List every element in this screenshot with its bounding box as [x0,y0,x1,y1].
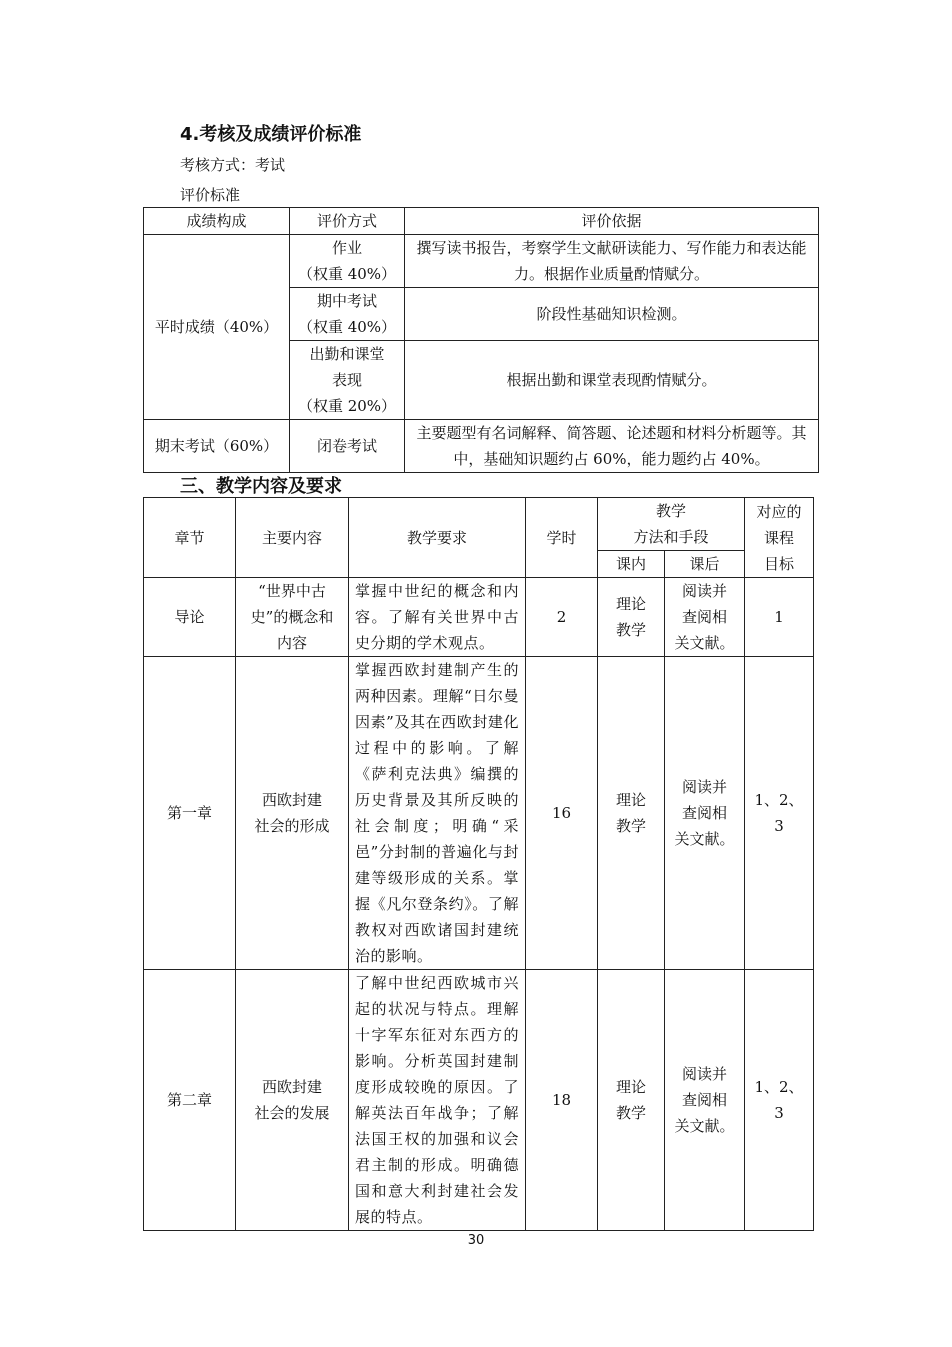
section-3-heading: 三、教学内容及要求 [180,476,342,497]
chapter-cell: 第二章 [144,970,236,1231]
header-composition: 成绩构成 [144,208,290,235]
homework-method-cell: 作业 （权重 40%） [290,235,405,288]
header-content: 主要内容 [236,498,349,578]
attendance-basis-cell: 根据出勤和课堂表现酌情赋分。 [405,341,819,420]
header-in-class: 课内 [598,551,665,578]
criteria-label: 评价标准 [180,186,241,204]
in-class-cell: 理论 教学 [598,578,665,657]
hours-cell: 18 [526,970,598,1231]
content-cell: 西欧封建 社会的形成 [236,657,349,970]
in-class-cell: 理论 教学 [598,970,665,1231]
header-requirement: 教学要求 [349,498,526,578]
final-basis-cell: 主要题型有名词解释、简答题、论述题和材料分析题等。其中，基础知识题约占 60%，能力题约占 40%。 [405,420,819,473]
assessment-table [143,207,819,473]
assessment-method: 考核方式：考试 [180,156,286,174]
requirement-cell: 掌握中世纪的概念和内容。了解有关世界中古史分期的学术观点。 [349,578,526,657]
homework-basis-cell: 撰写读书报告，考察学生文献研读能力、写作能力和表达能力。根据作业质量酌情赋分。 [405,235,819,288]
table-row [144,420,819,473]
hours-cell: 2 [526,578,598,657]
table-header-row [144,498,814,551]
after-class-cell: 阅读并 查阅相 关文献。 [665,578,745,657]
goal-cell: 1 [745,578,814,657]
table-row [144,578,814,657]
midterm-method-cell: 期中考试 （权重 40%） [290,288,405,341]
header-basis: 评价依据 [405,208,819,235]
header-methods: 教学 方法和手段 [598,498,745,551]
content-cell: 西欧封建 社会的发展 [236,970,349,1231]
table-header-row [144,208,819,235]
ordinary-score-cell: 平时成绩（40%） [144,235,290,420]
final-score-cell: 期末考试（60%） [144,420,290,473]
section-4-heading: 4.考核及成绩评价标准 [180,124,362,145]
chapter-cell: 第一章 [144,657,236,970]
chapter-cell: 导论 [144,578,236,657]
goal-cell: 1、2、3 [745,657,814,970]
final-method-cell: 闭卷考试 [290,420,405,473]
requirement-cell: 了解中世纪西欧城市兴起的状况与特点。理解十字军东征对东西方的影响。分析英国封建制度形成较晚的原因。了解英法百年战争；了解法国王权的加强和议会君主制的形成。明确德国和意大利封建社会发展的特点。 [349,970,526,1231]
table-row [144,970,814,1231]
after-class-cell: 阅读并 查阅相 关文献。 [665,970,745,1231]
header-hours: 学时 [526,498,598,578]
after-class-cell: 阅读并 查阅相 关文献。 [665,657,745,970]
teaching-content-table [143,497,814,1231]
page-number: 30 [467,1233,485,1248]
midterm-basis-cell: 阶段性基础知识检测。 [405,288,819,341]
header-after-class: 课后 [665,551,745,578]
table-row [144,235,819,288]
header-goal: 对应的 课程 目标 [745,498,814,578]
hours-cell: 16 [526,657,598,970]
in-class-cell: 理论 教学 [598,657,665,970]
goal-cell: 1、2、3 [745,970,814,1231]
content-cell: “世界中古 史”的概念和 内容 [236,578,349,657]
requirement-cell: 掌握西欧封建制产生的两种因素。理解“日尔曼因素”及其在西欧封建化过程中的影响。了解《萨利克法典》编撰的历史背景及其所反映的社会制度；明确“采邑”分封制的普遍化与封建等级形成的关系。掌握《凡尔登条约》。了解教权对西欧诸国封建统治的影响。 [349,657,526,970]
attendance-method-cell: 出勤和课堂 表现 （权重 20%） [290,341,405,420]
header-chapter: 章节 [144,498,236,578]
header-method: 评价方式 [290,208,405,235]
table-row [144,657,814,970]
